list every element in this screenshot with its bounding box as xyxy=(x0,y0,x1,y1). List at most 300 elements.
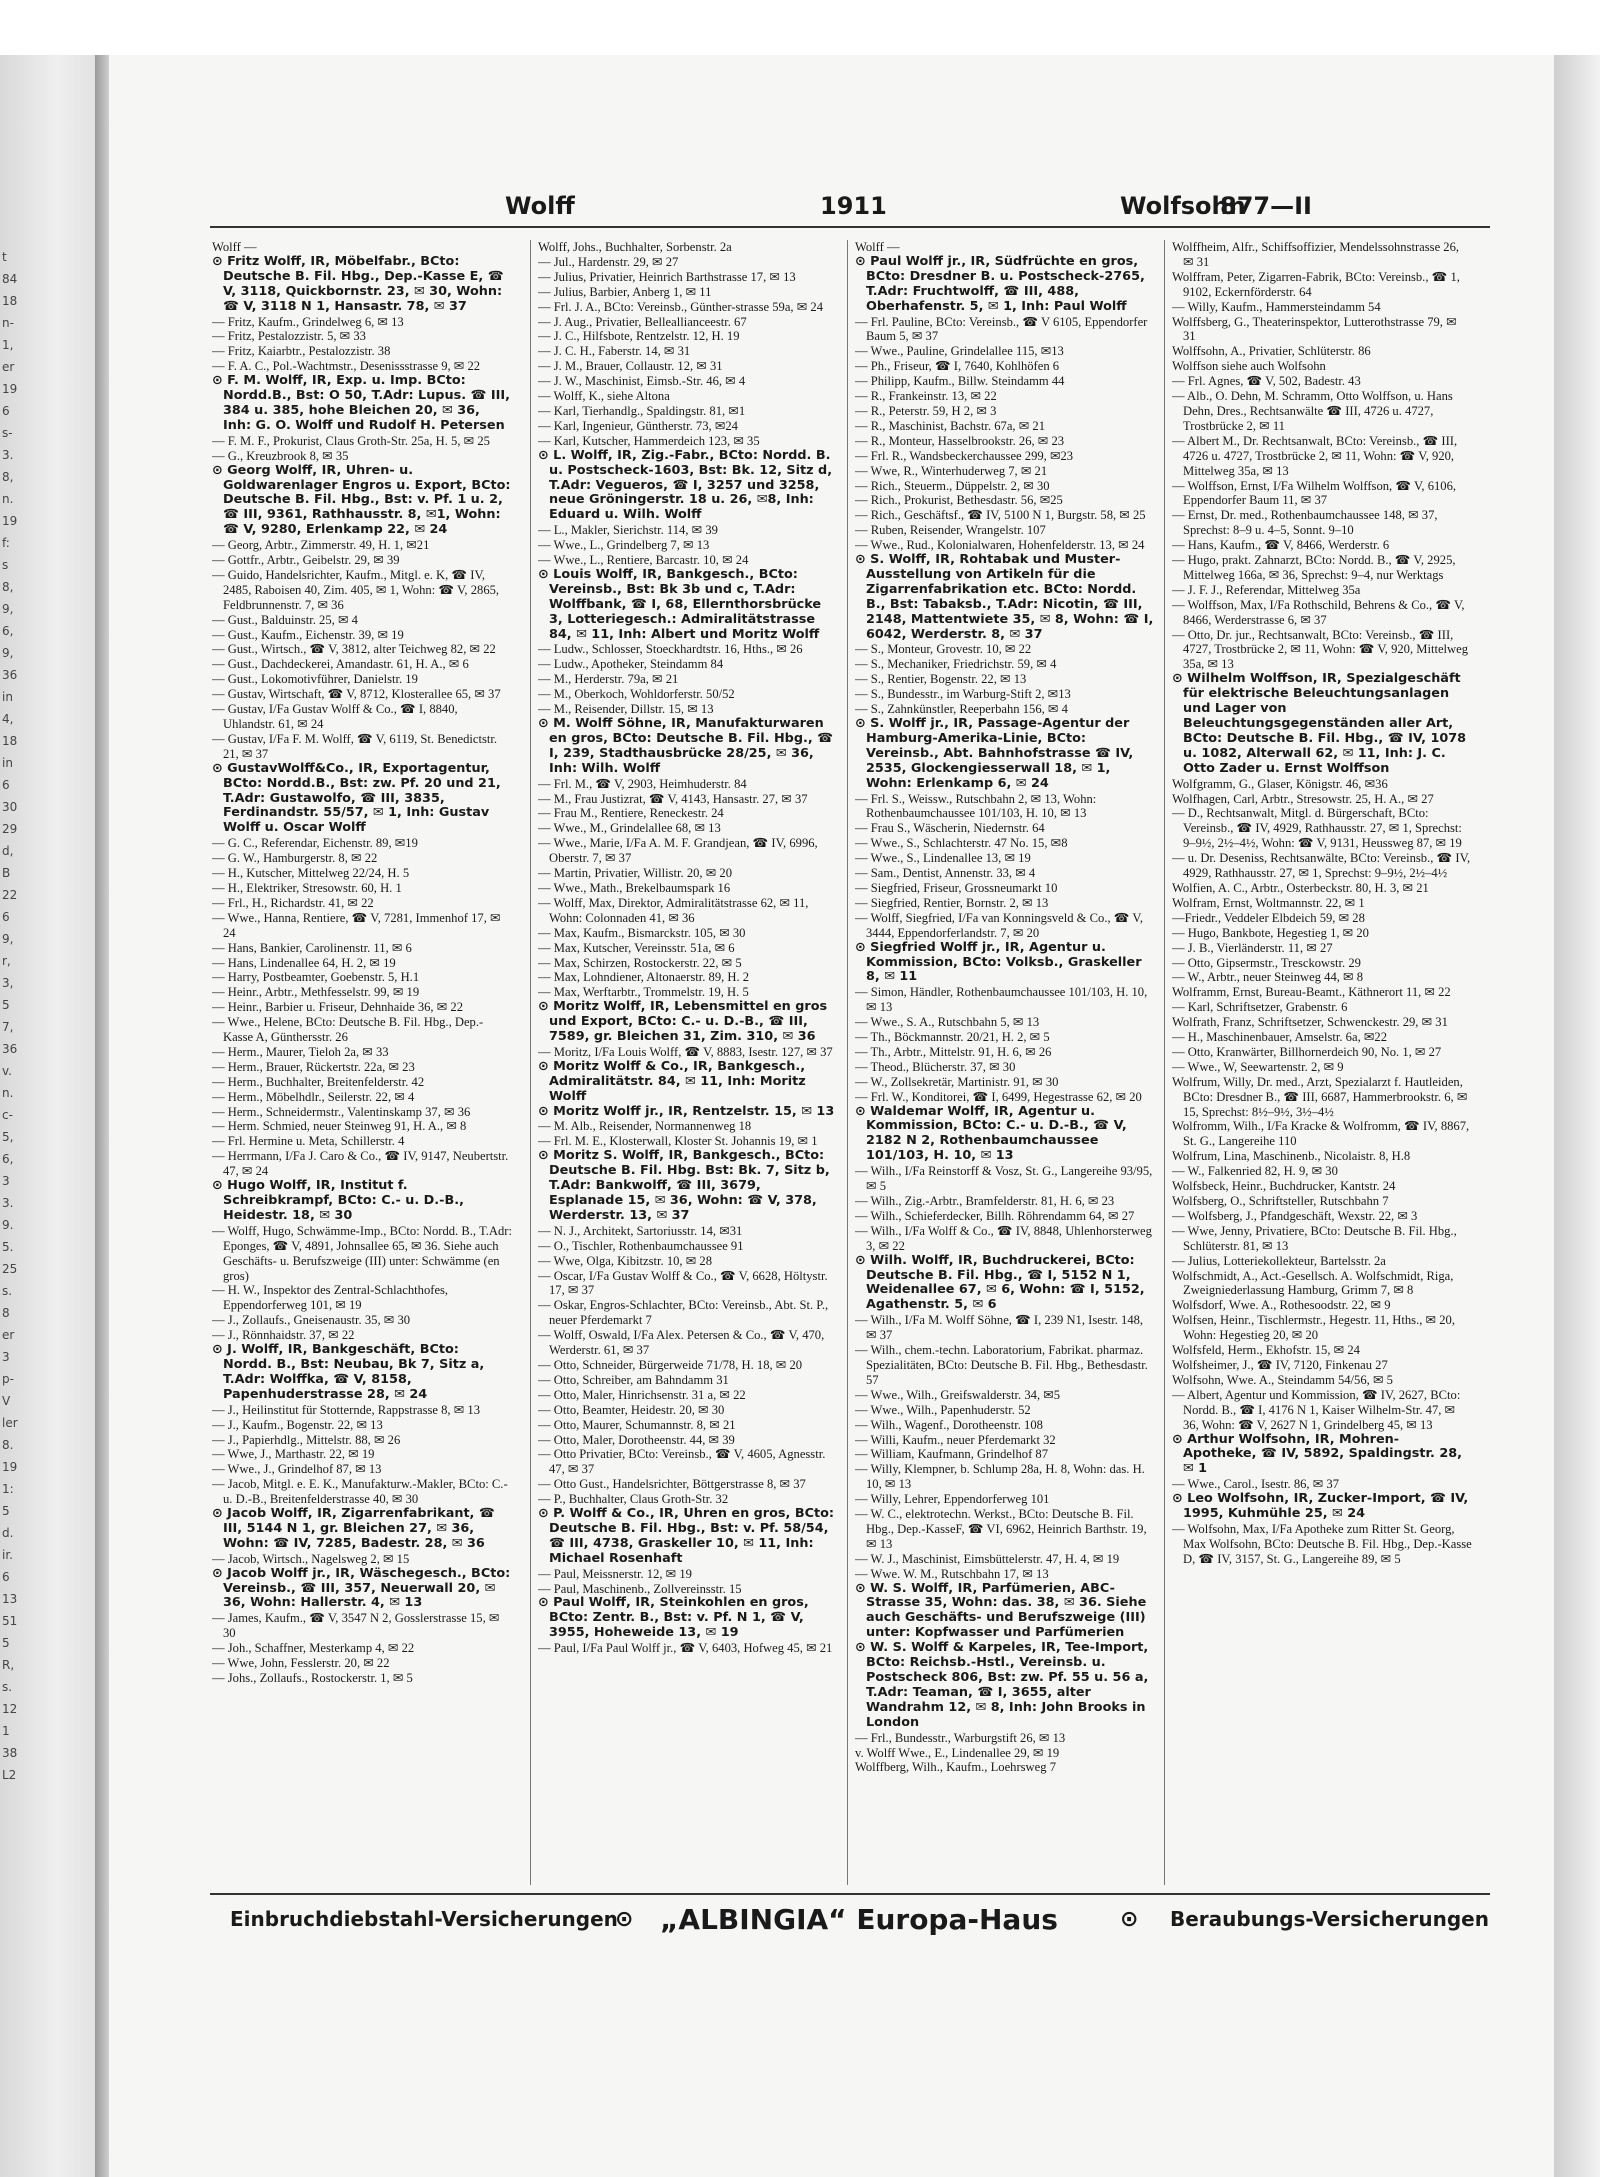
edge-fragment: 25 xyxy=(2,1262,18,1276)
edge-fragment: 22 xyxy=(2,888,18,902)
directory-entry: — Julius, Privatier, Heinrich Barthstrasse 17, ✉ 13 xyxy=(538,269,796,284)
edge-fragment: in xyxy=(2,690,13,704)
directory-entry: — Frl. M., ☎ V, 2903, Heimhuderstr. 84 xyxy=(538,776,747,791)
directory-entry: — Moritz, I/Fa Louis Wolff, ☎ V, 8883, Isestr. 127, ✉ 37 xyxy=(538,1044,833,1059)
directory-entry: — L., Makler, Sierichstr. 114, ✉ 39 xyxy=(538,523,718,538)
directory-entry: — Paul, Meissnerstr. 12, ✉ 19 xyxy=(538,1566,692,1581)
edge-fragment: 4, xyxy=(2,712,14,726)
column-4 xyxy=(1172,240,1472,1885)
directory-entry: — Wwe., Wilh., Greifswalderstr. 34, ✉5 xyxy=(855,1387,1061,1402)
edge-fragment: 5. xyxy=(2,1240,14,1254)
directory-entry: — Wolff, Hugo, Schwämme-Imp., BCto: Nordd. B., T.Adr: Eponges, ☎ V, 4891, Johnsallee 65, ✉ 36. Siehe auch Geschäfts- u. Berufszweige (III) unter: Schwämme (en gros) xyxy=(212,1223,512,1283)
directory-entry: — S., Mechaniker, Friedrichstr. 59, ✉ 4 xyxy=(855,657,1057,672)
directory-entry: ⊙ Wilhelm Wolffson, IR, Spezialgeschäft für elektrische Beleuchtungsanlagen und Lager von Beleuchtungsgegenständen aller Art, BCto: Deutsche B. Fil. Hbg., ☎ IV, 1078 u. 1082, Alterwall 62, ✉ 11, Inh: J. C. Otto Zader u. Ernst Wolffson xyxy=(1172,671,1467,776)
directory-entry: ⊙ W. S. Wolff & Karpeles, IR, Tee-Import, BCto: Reichsb.-Hstl., Vereinsb. u. Postscheck 806, Bst: zw. Pf. 55 u. 56 a, T.Adr: Teaman, ☎ I, 3655, alter Wandrahm 12, ✉ 8, Inh: John Brooks in London xyxy=(855,1640,1149,1730)
advertisement-footer xyxy=(210,1903,1490,1939)
directory-entry: — H. W., Inspektor des Zentral-Schlachthofes, Eppendorferweg 101, ✉ 19 xyxy=(212,1283,449,1313)
directory-entry: — Otto, Kranwärter, Billhornerdeich 90, No. 1, ✉ 27 xyxy=(1172,1044,1442,1059)
directory-entry: — Paul, Maschinenb., Zollvereinsstr. 15 xyxy=(538,1581,742,1596)
directory-entry: — Wilh., chem.-techn. Laboratorium, Fabrikat. pharmaz. Spezialitäten, BCto: Deutsche B. Fil. Hbg., Bethesdastr. 57 xyxy=(855,1343,1148,1387)
directory-entry: —Friedr., Veddeler Elbdeich 59, ✉ 28 xyxy=(1172,910,1365,925)
directory-entry: — Gustav, I/Fa Gustav Wolff & Co., ☎ I, 8840, Uhlandstr. 61, ✉ 24 xyxy=(212,702,458,731)
directory-entry: — Wolffson, Max, I/Fa Rothschild, Behrens & Co., ☎ V, 8466, Werderstrasse 6, ✉ 37 xyxy=(1172,597,1465,627)
directory-entry: Wolfgramm, G., Glaser, Königstr. 46, ✉36 xyxy=(1172,776,1388,791)
directory-entry: ⊙ S. Wolff, IR, Rohtabak und Muster-Ausstellung von Artikeln für die Zigarrenfabrikation etc. BCto: Nordd. B., Bst: Tabaksb., T.Adr: Nicotin, ☎ III, 2148, Mattentwiete 35, ✉ 8, Wohn: ☎ I, 6042, Werderstr. 8, ✉ 37 xyxy=(855,552,1154,642)
directory-entry: — H., Kutscher, Mittelweg 22/24, H. 5 xyxy=(212,866,410,881)
directory-entry: — M., Herderstr. 79a, ✉ 21 xyxy=(538,672,679,687)
edge-fragment: s. xyxy=(2,1680,13,1694)
directory-entry: — Wwe., L., Grindelberg 7, ✉ 13 xyxy=(538,538,710,553)
directory-entry: — Theod., Blücherstr. 37, ✉ 30 xyxy=(855,1059,1016,1074)
directory-entry: — Karl, Ingenieur, Güntherstr. 73, ✉24 xyxy=(538,418,738,433)
directory-entry: Wolfrath, Franz, Schriftsetzer, Schwenckestr. 29, ✉ 31 xyxy=(1172,1015,1448,1030)
directory-entry: — H., Maschinenbauer, Amselstr. 6a, ✉22 xyxy=(1172,1030,1388,1045)
directory-entry: — James, Kaufm., ☎ V, 3547 N 2, Gosslerstrasse 15, ✉ 30 xyxy=(212,1611,500,1641)
directory-entry: — H., Elektriker, Stresowstr. 60, H. 1 xyxy=(212,880,402,895)
edge-fragment: 6 xyxy=(2,1570,10,1584)
directory-entry: — Wwe., Carol., Isestr. 86, ✉ 37 xyxy=(1172,1477,1340,1492)
directory-entry: — Johs., Zollaufs., Rostockerstr. 1, ✉ 5 xyxy=(212,1671,413,1685)
edge-fragment: 3, xyxy=(2,976,14,990)
directory-entry: — Wilh., I/Fa M. Wolff Söhne, ☎ I, 239 N1, Isestr. 148, ✉ 37 xyxy=(855,1313,1144,1343)
footer-center-text: „ALBINGIA“ Europa-Haus xyxy=(660,1903,1058,1936)
directory-entry: Wolffberg, Wilh., Kaufm., Loehrsweg 7 xyxy=(855,1760,1056,1775)
directory-entry: — Ernst, Dr. med., Rothenbaumchaussee 148, ✉ 37, Sprechst: 8–9 u. 4–5, Sonnt. 9–10 xyxy=(1172,508,1438,538)
directory-entry: — Herm. Schmied, neuer Steinweg 91, H. A., ✉ 8 xyxy=(212,1119,467,1134)
directory-entry: — Th., Böckmannstr. 20/21, H. 2, ✉ 5 xyxy=(855,1030,1050,1045)
directory-entry: ⊙ Waldemar Wolff, IR, Agentur u. Kommission, BCto: C.- u. D.-B., ☎ V, 2182 N 2, Rothenbaumchaussee 101/103, H. 10, ✉ 13 xyxy=(855,1103,1127,1164)
directory-entry: — Frl. S., Weissw., Rutschbahn 2, ✉ 13, Wohn: Rothenbaumchaussee 101/103, H. 10, ✉ 13 xyxy=(855,791,1097,821)
directory-entry: — M., Oberkoch, Wohldorferstr. 50/52 xyxy=(538,687,735,702)
directory-entry: — J., Rönnhaidstr. 37, ✉ 22 xyxy=(212,1328,355,1343)
directory-entry: — Harry, Postbeamter, Goebenstr. 5, H.1 xyxy=(212,970,420,985)
directory-entry: — Wolff, Max, Direktor, Admiralitätstrasse 62, ✉ 11, Wohn: Colonnaden 41, ✉ 36 xyxy=(538,895,809,925)
directory-entry: — Otto Privatier, BCto: Vereinsb., ☎ V, 4605, Agnesstr. 47, ✉ 37 xyxy=(538,1447,826,1477)
directory-entry: Wolffram, Peter, Zigarren-Fabrik, BCto: Vereinsb., ☎ 1, 9102, Eckernförderstr. 64 xyxy=(1172,269,1460,299)
edge-fragment: c- xyxy=(2,1108,13,1122)
directory-entry: — Frl. M. E., Klosterwall, Kloster St. Johannis 19, ✉ 1 xyxy=(538,1134,818,1149)
directory-entry: — Jul., Hardenstr. 29, ✉ 27 xyxy=(538,254,679,269)
page-edge-shadow xyxy=(1554,55,1600,2177)
directory-entry: ⊙ Moritz Wolff, IR, Lebensmittel en gros und Export, BCto: C.- u. D.-B., ☎ III, 7589, gr. Bleichen 31, Zim. 310, ✉ 36 xyxy=(538,999,828,1045)
directory-entry: Wolffson siehe auch Wolfsohn xyxy=(1172,359,1326,374)
directory-entry: — Otto, Schneider, Bürgerweide 71/78, H. 18, ✉ 20 xyxy=(538,1357,803,1372)
directory-entry: Wolfsheimer, J., ☎ IV, 7120, Finkenau 27 xyxy=(1172,1357,1388,1372)
directory-entry: — Gust., Lokomotivführer, Danielstr. 19 xyxy=(212,672,418,687)
edge-fragment: 6, xyxy=(2,1152,14,1166)
edge-fragment: 13 xyxy=(2,1592,18,1606)
directory-entry: ⊙ Moritz Wolff & Co., IR, Bankgesch., Admiralitätstr. 84, ✉ 11, Inh: Moritz Wolff xyxy=(538,1058,806,1104)
edge-fragment: 1, xyxy=(2,338,14,352)
directory-entry: — S., Rentier, Bogenstr. 22, ✉ 13 xyxy=(855,672,1027,687)
header-left-word: Wolff xyxy=(505,192,575,220)
directory-entry: — W. C., elektrotechn. Werkst., BCto: Deutsche B. Fil. Hbg., Dep.-KasseF, ☎ VI, 6962, Heinrich Barthstr. 19, ✉ 13 xyxy=(855,1507,1147,1551)
edge-fragment: L2 xyxy=(2,1768,17,1782)
directory-entry: — Wolfsohn, Max, I/Fa Apotheke zum Ritter St. Georg, Max Wolfsohn, BCto: Deutsche B. Fil. Hbg., Dep.-Kasse D, ☎ IV, 3157, St. G., Langereihe 89, ✉ 5 xyxy=(1172,1521,1472,1566)
edge-fragment: 8. xyxy=(2,1438,14,1452)
directory-entry: — M., Frau Justizrat, ☎ V, 4143, Hansastr. 27, ✉ 37 xyxy=(538,791,808,806)
directory-entry: Wolfram, Ernst, Woltmannstr. 22, ✉ 1 xyxy=(1172,895,1365,910)
directory-entry: — Willy, Lehrer, Eppendorferweg 101 xyxy=(855,1492,1050,1507)
edge-fragment: 6, xyxy=(2,624,14,638)
directory-entry: — Wwe., Wilh., Papenhuderstr. 52 xyxy=(855,1402,1031,1417)
directory-entry: — Hans, Lindenallee 64, H. 2, ✉ 19 xyxy=(212,955,396,970)
directory-entry: ⊙ L. Wolff, IR, Zig.-Fabr., BCto: Nordd. B. u. Postscheck-1603, Bst: Bk. 12, Sitz d, T.Adr: Vegueros, ☎ I, 3257 und 3258, neue Gröningerstr. 18 u. 26, ✉8, Inh: Eduard u. Wilh. Wolff xyxy=(538,447,833,523)
directory-entry: ⊙ J. Wolff, IR, Bankgeschäft, BCto: Nordd. B., Bst: Neubau, Bk 7, Sitz a, T.Adr: Wolffka, ☎ V, 8158, Papenhuderstrasse 28, ✉ 24 xyxy=(212,1342,485,1402)
directory-entry: Wolfsfeld, Herm., Ekhofstr. 15, ✉ 24 xyxy=(1172,1343,1360,1358)
directory-entry: ⊙ Georg Wolff, IR, Uhren- u. Goldwarenlager Engros u. Export, BCto: Deutsche B. Fil. Hbg., Bst: v. Pf. 1 u. 2, ☎ III, 9361, Rathhausstr. 8, ✉1, Wohn: ☎ V, 9280, Erlenkamp 22, ✉ 24 xyxy=(212,462,511,538)
edge-fragment: 18 xyxy=(2,734,18,748)
page-number: 877—II xyxy=(1220,192,1312,220)
column-divider xyxy=(1164,240,1165,1885)
edge-fragment: s- xyxy=(2,426,13,440)
edge-fragment: 30 xyxy=(2,800,18,814)
directory-entry: — J., Heilinstitut für Stotternde, Rappstrasse 8, ✉ 13 xyxy=(212,1402,480,1417)
directory-entry: — P., Buchhalter, Claus Groth-Str. 32 xyxy=(538,1492,729,1507)
edge-fragment: er xyxy=(2,360,15,374)
edge-fragment: 5, xyxy=(2,1130,14,1144)
edge-fragment: s. xyxy=(2,1284,13,1298)
directory-entry: — Heinr., Arbtr., Methfesselstr. 99, ✉ 19 xyxy=(212,985,420,1000)
directory-entry: — Simon, Händler, Rothenbaumchaussee 101/103, H. 10, ✉ 13 xyxy=(855,985,1148,1015)
directory-entry: — G., Kreuzbrook 8, ✉ 35 xyxy=(212,448,349,463)
edge-fragment: n. xyxy=(2,1086,14,1100)
directory-entry: — Otto, Schreiber, am Bahndamm 31 xyxy=(538,1372,729,1387)
edge-fragment: ler xyxy=(2,1416,18,1430)
directory-entry: Wolfsen, Heinr., Tischlermstr., Hegestr. 11, Hths., ✉ 20, Wohn: Hegestieg 20, ✉ 20 xyxy=(1172,1313,1455,1343)
edge-fragment: 19 xyxy=(2,382,18,396)
directory-entry: Wolframm, Ernst, Bureau-Beamt., Käthnerort 11, ✉ 22 xyxy=(1172,985,1451,1000)
directory-entry: — Oskar, Engros-Schlachter, BCto: Vereinsb., Abt. St. P., neuer Pferdemarkt 7 xyxy=(538,1298,829,1328)
directory-entry: Wolfromm, Wilh., I/Fa Kracke & Wolfromm, ☎ IV, 8867, St. G., Langereihe 110 xyxy=(1172,1119,1470,1149)
directory-entry: Wolff, Johs., Buchhalter, Sorbenstr. 2a xyxy=(538,240,732,254)
directory-entry: — Wwe., W, Seewartenstr. 2, ✉ 9 xyxy=(1172,1059,1344,1074)
directory-entry: — D., Rechtsanwalt, Mitgl. d. Bürgerschaft, BCto: Vereinsb., ☎ IV, 4929, Rathhausstr. 27, ✉ 1, Sprechst: 9–9½, 2½–4½, Wohn: ☎ V, 9131, Heussweg 87, ✉ 19 xyxy=(1172,806,1462,851)
edge-fragment: 51 xyxy=(2,1614,18,1628)
directory-entry: — Joh., Schaffner, Mesterkamp 4, ✉ 22 xyxy=(212,1641,415,1656)
directory-entry: — Wwe., S., Schlachterstr. 47 No. 15, ✉8 xyxy=(855,836,1068,851)
directory-entry: ⊙ Wilh. Wolff, IR, Buchdruckerei, BCto: Deutsche B. Fil. Hbg., ☎ I, 5152 N 1, Weidenallee 67, ✉ 6, Wohn: ☎ I, 5152, Agathenstr. 5, ✉ 6 xyxy=(855,1252,1145,1313)
directory-entry: — Wwe. W. M., Rutschbahn 17, ✉ 13 xyxy=(855,1566,1049,1581)
directory-entry: — Rich., Steuerm., Düppelstr. 2, ✉ 30 xyxy=(855,478,1050,493)
directory-entry: — Hugo, Bankbote, Hegestieg 1, ✉ 20 xyxy=(1172,925,1369,940)
edge-fragment: 8, xyxy=(2,470,14,484)
directory-entry: — Wolff, Siegfried, I/Fa van Konningsveld & Co., ☎ V, 3444, Eppendorferlandstr. 7, ✉ 20 xyxy=(855,910,1143,940)
directory-entry: — Wilh., Zig.-Arbtr., Bramfelderstr. 81, H. 6, ✉ 23 xyxy=(855,1194,1115,1208)
directory-entry: — F. A. C., Pol.-Wachtmstr., Desenissstrasse 9, ✉ 22 xyxy=(212,359,481,374)
directory-entry: — Paul, I/Fa Paul Wolff jr., ☎ V, 6403, Hofweg 45, ✉ 21 xyxy=(538,1641,833,1656)
edge-fragment: d, xyxy=(2,844,14,858)
directory-entry: — R., Peterstr. 59, H 2, ✉ 3 xyxy=(855,403,997,418)
directory-entry: — Gustav, Wirtschaft, ☎ V, 8712, Klosterallee 65, ✉ 37 xyxy=(212,687,501,702)
directory-entry: — R., Monteur, Hasselbrookstr. 26, ✉ 23 xyxy=(855,433,1065,448)
directory-entry: ⊙ Jacob Wolff, IR, Zigarrenfabrikant, ☎ III, 5144 N 1, gr. Bleichen 27, ✉ 36, Wohn: ☎ IV, 7285, Badestr. 28, ✉ 36 xyxy=(212,1506,495,1551)
directory-entry: — Willy, Kaufm., Hammersteindamm 54 xyxy=(1172,299,1381,314)
directory-entry: — S., Monteur, Grovestr. 10, ✉ 22 xyxy=(855,642,1032,657)
edge-fragment: 5 xyxy=(2,1636,10,1650)
directory-entry: — G. W., Hamburgerstr. 8, ✉ 22 xyxy=(212,851,378,866)
directory-entry: — Wwe., Hanna, Rentiere, ☎ V, 7281, Immenhof 17, ✉ 24 xyxy=(212,910,501,940)
directory-entry: — Alb., O. Dehn, M. Schramm, Otto Wolffson, u. Hans Dehn, Dres., Rechtsanwälte ☎ III, 4726 u. 4727, Trostbrücke 2, ✉ 11 xyxy=(1172,389,1453,433)
directory-entry: — Wolff, Oswald, I/Fa Alex. Petersen & Co., ☎ V, 470, Werderstr. 61, ✉ 37 xyxy=(538,1328,825,1358)
directory-entry: Wolfhagen, Carl, Arbtr., Stresowstr. 25, H. A., ✉ 27 xyxy=(1172,791,1434,806)
column-3 xyxy=(855,240,1155,1885)
directory-entry: ⊙ Paul Wolff, IR, Steinkohlen en gros, BCto: Zentr. B., Bst: v. Pf. N 1, ☎ V, 3955, Hoheweide 13, ✉ 19 xyxy=(538,1595,809,1641)
edge-fragment: 3 xyxy=(2,1350,10,1364)
edge-fragment: 19 xyxy=(2,1460,18,1474)
directory-entry: Wolfschmidt, A., Act.-Gesellsch. A. Wolfschmidt, Riga, Zweigniederlassung Hamburg, Grimm 7, ✉ 8 xyxy=(1172,1268,1454,1298)
directory-entry: — Ruben, Reisender, Wrangelstr. 107 xyxy=(855,523,1046,538)
directory-entry: — Wilh., Wagenf., Dorotheenstr. 108 xyxy=(855,1417,1043,1432)
directory-entry: Wolfsberg, O., Schriftsteller, Rutschbahn 7 xyxy=(1172,1194,1389,1208)
directory-entry: — u. Dr. Deseniss, Rechtsanwälte, BCto: Vereinsb., ☎ IV, 4929, Rathhausstr. 27, ✉ 1, Sprechst: 9–9½, 2½–4½ xyxy=(1172,851,1471,881)
directory-entry: — Rich., Geschäftsf., ☎ IV, 5100 N 1, Burgstr. 58, ✉ 25 xyxy=(855,508,1146,523)
edge-fragment: 7, xyxy=(2,1020,14,1034)
edge-fragment: r, xyxy=(2,954,11,968)
directory-entry: — Frl. W., Konditorei, ☎ I, 6499, Hegestrasse 62, ✉ 20 xyxy=(855,1089,1142,1104)
directory-entry: — Jacob, Wirtsch., Nagelsweg 2, ✉ 15 xyxy=(212,1551,410,1566)
directory-entry: — Frl. Hermine u. Meta, Schillerstr. 4 xyxy=(212,1134,405,1149)
directory-entry: — Wwe, R., Winterhuderweg 7, ✉ 21 xyxy=(855,463,1048,478)
directory-entry: Wolfrum, Willy, Dr. med., Arzt, Spezialarzt f. Hautleiden, BCto: Dresdner B., ☎ III, 6687, Hammerbrookstr. 6, ✉ 15, Sprechst: 8½–9½, 3½–4½ xyxy=(1172,1074,1468,1119)
column-2 xyxy=(538,240,838,1885)
directory-entry: — Julius, Lotteriekollekteur, Bartelsstr. 2a xyxy=(1172,1253,1386,1268)
edge-fragment: 36 xyxy=(2,1042,18,1056)
directory-entry: — Wolff, K., siehe Altona xyxy=(538,389,670,404)
edge-fragment: 9, xyxy=(2,602,14,616)
directory-entry: — Max, Schirzen, Rostockerstr. 22, ✉ 5 xyxy=(538,955,742,970)
edge-fragment: d. xyxy=(2,1526,14,1540)
directory-entry: — Otto Gust., Handelsrichter, Böttgerstrasse 8, ✉ 37 xyxy=(538,1477,806,1492)
directory-entry: Wolfsohn, Wwe. A., Steindamm 54/56, ✉ 5 xyxy=(1172,1372,1393,1387)
edge-fragment: V xyxy=(2,1394,11,1408)
directory-entry: — Gust., Balduinstr. 25, ✉ 4 xyxy=(212,612,358,627)
directory-entry: — Otto, Maurer, Schumannstr. 8, ✉ 21 xyxy=(538,1417,736,1432)
edge-fragment: B xyxy=(2,866,11,880)
footer-separator-icon: ⊙ xyxy=(1120,1907,1139,1932)
directory-entry: — O., Tischler, Rothenbaumchaussee 91 xyxy=(538,1238,744,1253)
directory-entry: — Frl., H., Richardstr. 41, ✉ 22 xyxy=(212,895,374,910)
directory-entry: — J., Zollaufs., Gneisenaustr. 35, ✉ 30 xyxy=(212,1313,411,1328)
edge-fragment: 3. xyxy=(2,448,14,462)
directory-entry: ⊙ Hugo Wolff, IR, Institut f. Schreibkrampf, BCto: C.- u. D.-B., Heidestr. 18, ✉ 30 xyxy=(212,1178,464,1223)
edge-fragment: 5 xyxy=(2,1504,10,1518)
directory-entry: — J. B., Vierländerstr. 11, ✉ 27 xyxy=(1172,940,1333,955)
edge-fragment: 3 xyxy=(2,1174,10,1188)
directory-entry: — Sam., Dentist, Annenstr. 33, ✉ 4 xyxy=(855,866,1036,881)
directory-entry: — Wolfsberg, J., Pfandgeschäft, Wexstr. 22, ✉ 3 xyxy=(1172,1208,1418,1223)
directory-entry: — Karl, Schriftsetzer, Grabenstr. 6 xyxy=(1172,1000,1348,1015)
directory-entry: — Wwe, John, Fesslerstr. 20, ✉ 22 xyxy=(212,1656,390,1671)
directory-entry: — Martin, Privatier, Willistr. 20, ✉ 20 xyxy=(538,866,733,881)
edge-fragment: s xyxy=(2,558,9,572)
directory-entry: — Wwe., S. A., Rutschbahn 5, ✉ 13 xyxy=(855,1015,1040,1030)
directory-entry: — Heinr., Barbier u. Friseur, Dehnhaide 36, ✉ 22 xyxy=(212,1000,464,1015)
directory-entry: — W., Arbtr., neuer Steinweg 44, ✉ 8 xyxy=(1172,970,1364,985)
directory-entry: — Hans, Kaufm., ☎ V, 8466, Werderstr. 6 xyxy=(1172,538,1390,553)
directory-entry: — Wilh., I/Fa Wolff & Co., ☎ IV, 8848, Uhlenhorsterweg 3, ✉ 22 xyxy=(855,1223,1152,1253)
directory-entry: — J. F. J., Referendar, Mittelweg 35a xyxy=(1172,582,1361,597)
directory-entry: Wolff — xyxy=(212,240,257,254)
directory-entry: — Guido, Handelsrichter, Kaufm., Mitgl. e. K, ☎ IV, 2485, Raboisen 40, Zim. 405, ✉ 1, Wohn: ☎ V, 2865, Feldbrunnenstr. 7, ✉ 36 xyxy=(212,567,500,612)
directory-entry: Wolfrum, Lina, Maschinenb., Nicolaistr. 8, H.8 xyxy=(1172,1149,1411,1164)
directory-entry: — Albert M., Dr. Rechtsanwalt, BCto: Vereinsb., ☎ III, 4726 u. 4727, Trostbrücke 2, ✉ 11, Wohn: ☎ V, 920, Mittelweg 35a, ✉ 13 xyxy=(1172,433,1458,478)
directory-entry: ⊙ F. M. Wolff, IR, Exp. u. Imp. BCto: Nordd.B., Bst: O 50, T.Adr: Lupus. ☎ III, 384 u. 385, hohe Bleichen 20, ✉ 36, Inh: G. O. Wolff und Rudolf H. Petersen xyxy=(212,373,511,433)
directory-entry: — Frl. Pauline, BCto: Vereinsb., ☎ V 6105, Eppendorfer Baum 5, ✉ 37 xyxy=(855,314,1148,344)
directory-entry: — R., Frankeinstr. 13, ✉ 22 xyxy=(855,389,997,404)
directory-entry: — Otto, Maler, Hinrichsenstr. 31 a, ✉ 22 xyxy=(538,1387,746,1402)
directory-entry: — J. W., Maschinist, Eimsb.-Str. 46, ✉ 4 xyxy=(538,374,746,389)
directory-entry: — Herm., Schneidermstr., Valentinskamp 37, ✉ 36 xyxy=(212,1104,471,1119)
directory-entry: — S., Bundesstr., im Warburg-Stift 2, ✉13 xyxy=(855,687,1071,702)
directory-entry: — Oscar, I/Fa Gustav Wolff & Co., ☎ V, 6628, Höltystr. 17, ✉ 37 xyxy=(538,1268,828,1298)
directory-entry: ⊙ S. Wolff jr., IR, Passage-Agentur der Hamburg-Amerika-Linie, BCto: Vereinsb., Abt. Bahnhofstrasse ☎ IV, 2535, Glockengiesserwall 18, ✉ 1, Wohn: Erlenkamp 6, ✉ 24 xyxy=(855,716,1134,791)
edge-fragment: 1 xyxy=(2,1724,10,1738)
directory-entry: — J., Papierhdlg., Mittelstr. 88, ✉ 26 xyxy=(212,1432,401,1447)
edge-fragment: 1: xyxy=(2,1482,14,1496)
directory-entry: — Gust., Wirtsch., ☎ V, 3812, alter Teichweg 82, ✉ 22 xyxy=(212,642,496,657)
directory-entry: — Gust., Kaufm., Eichenstr. 39, ✉ 19 xyxy=(212,627,404,642)
directory-entry: ⊙ Leo Wolfsohn, IR, Zucker-Import, ☎ IV, 1995, Kuhmühle 25, ✉ 24 xyxy=(1172,1491,1469,1522)
edge-fragment: 5 xyxy=(2,998,10,1012)
directory-entry: ⊙ Paul Wolff jr., IR, Südfrüchte en gros, BCto: Dresdner B. u. Postscheck-2765, T.Adr: Fruchtwolff, ☎ III, 488, Oberhafenstr. 5, ✉ 1, Inh: Paul Wolff xyxy=(855,253,1145,314)
directory-entry: — Wwe., J., Grindelhof 87, ✉ 13 xyxy=(212,1462,382,1477)
edge-fragment: f: xyxy=(2,536,10,550)
edge-fragment: t xyxy=(2,250,7,264)
directory-entry: — Herm., Brauer, Rückertstr. 22a, ✉ 23 xyxy=(212,1059,415,1074)
edge-fragment: 19 xyxy=(2,514,18,528)
header-rule xyxy=(210,226,1490,228)
directory-entry: — William, Kaufmann, Grindelhof 87 xyxy=(855,1447,1049,1462)
edge-fragment: 6 xyxy=(2,910,10,924)
edge-fragment: 6 xyxy=(2,404,10,418)
book-spine xyxy=(95,55,109,2177)
edge-fragment: 8, xyxy=(2,580,14,594)
edge-fragment: 8 xyxy=(2,1306,10,1320)
edge-fragment: 18 xyxy=(2,294,18,308)
edge-fragment: 9. xyxy=(2,1218,14,1232)
directory-entry: — Wolffson, Ernst, I/Fa Wilhelm Wolffson, ☎ V, 6106, Eppendorfer Baum 11, ✉ 37 xyxy=(1172,478,1457,508)
directory-entry: — Fritz, Kaiarbtr., Pestalozzistr. 38 xyxy=(212,344,391,359)
edge-fragment: v. xyxy=(2,1064,12,1078)
edge-fragment: 12 xyxy=(2,1702,18,1716)
directory-entry: ⊙ P. Wolff & Co., IR, Uhren en gros, BCto: Deutsche B. Fil. Hbg., Bst: v. Pf. 58/54, ☎ III, 4738, Graskeller 10, ✉ 11, Inh: Michael Rosenhaft xyxy=(538,1506,834,1566)
directory-entry: — Wwe., Math., Brekelbaumspark 16 xyxy=(538,880,731,895)
column-1 xyxy=(212,240,512,1885)
directory-entry: ⊙ GustavWolff&Co., IR, Exportagentur, BCto: Nordd.B., Bst: zw. Pf. 20 und 21, T.Adr: Gustawolfo, ☎ III, 3835, Ferdinandstr. 55/57, ✉ 1, Inh: Gustav Wolff u. Oscar Wolff xyxy=(212,760,501,836)
footer-separator-icon: ⊙ xyxy=(615,1907,634,1932)
directory-entry: — J., Kaufm., Bogenstr. 22, ✉ 13 xyxy=(212,1417,383,1432)
directory-entry: — Fritz, Kaufm., Grindelweg 6, ✉ 13 xyxy=(212,314,404,329)
directory-entry: — Wwe., Pauline, Grindelallee 115, ✉13 xyxy=(855,344,1064,359)
directory-entry: — Albert, Agentur und Kommission, ☎ IV, 2627, BCto: Nordd. B., ☎ I, 4176 N 1, Kaiser Wilhelm-Str. 47, ✉ 36, Wohn: ☎ V, 2627 N 1, Grindelberg 45, ✉ 13 xyxy=(1172,1387,1461,1432)
directory-entry: — Herm., Möbelhdlr., Seilerstr. 22, ✉ 4 xyxy=(212,1089,415,1104)
directory-entry: — Th., Arbtr., Mittelstr. 91, H. 6, ✉ 26 xyxy=(855,1044,1052,1059)
directory-entry: Wolfsdorf, Wwe. A., Rothesoodstr. 22, ✉ 9 xyxy=(1172,1298,1391,1313)
directory-entry: Wolff — xyxy=(855,240,900,254)
directory-entry: — Max, Lohndiener, Altonaerstr. 89, H. 2 xyxy=(538,970,750,985)
directory-entry: — Rich., Prokurist, Bethesdastr. 56, ✉25 xyxy=(855,493,1063,508)
directory-entry: — Karl, Kutscher, Hammerdeich 123, ✉ 35 xyxy=(538,433,760,448)
directory-entry: — W., Zollsekretär, Martinistr. 91, ✉ 30 xyxy=(855,1074,1059,1089)
column-divider xyxy=(847,240,848,1885)
edge-fragment: 36 xyxy=(2,668,18,682)
directory-entry: — Philipp, Kaufm., Billw. Steindamm 44 xyxy=(855,374,1065,389)
edge-fragment: in xyxy=(2,756,13,770)
directory-entry: ⊙ Moritz S. Wolff, IR, Bankgesch., BCto: Deutsche B. Fil. Hbg. Bst: Bk. 7, Sitz b, T.Adr: Bankwolff, ☎ III, 3679, Esplanade 15, ✉ 36, Wohn: ☎ V, 378, Werderstr. 13, ✉ 37 xyxy=(538,1148,830,1223)
column-divider xyxy=(530,240,531,1885)
directory-entry: — Ludw., Schlosser, Stoeckhardtstr. 16, Hths., ✉ 26 xyxy=(538,642,803,657)
directory-entry: — Siegfried, Friseur, Grossneumarkt 10 xyxy=(855,880,1058,895)
directory-entry: — Wwe, Jenny, Privatiere, BCto: Deutsche B. Fil. Hbg., Schlüterstr. 81, ✉ 13 xyxy=(1172,1223,1457,1253)
edge-fragment: er xyxy=(2,1328,15,1342)
directory-entry: — F. M. F., Prokurist, Claus Groth-Str. 25a, H. 5, ✉ 25 xyxy=(212,433,490,448)
directory-entry: — Siegfried, Rentier, Bornstr. 2, ✉ 13 xyxy=(855,895,1049,910)
directory-entry: — Frau M., Rentiere, Reneckestr. 24 xyxy=(538,806,724,821)
directory-entry: — Wwe., Rud., Kolonialwaren, Hohenfelderstr. 13, ✉ 24 xyxy=(855,538,1145,553)
directory-entry: ⊙ W. S. Wolff, IR, Parfümerien, ABC-Strasse 35, Wohn: das. 38, ✉ 36. Siehe auch Geschäfts- und Berufszweige (III) unter: Kopfwasser und Parfümerien xyxy=(855,1580,1147,1641)
directory-entry: ⊙ Siegfried Wolff jr., IR, Agentur u. Kommission, BCto: Volksb., Graskeller 8, ✉ 11 xyxy=(855,939,1142,985)
directory-entry: — Ludw., Apotheker, Steindamm 84 xyxy=(538,657,724,672)
directory-entry: — Max, Kaufm., Bismarckstr. 105, ✉ 30 xyxy=(538,925,746,940)
edge-fragment: n- xyxy=(2,316,14,330)
directory-entry: ⊙ Fritz Wolff, IR, Möbelfabr., BCto: Deutsche B. Fil. Hbg., Dep.-Kasse E, ☎ V, 3118, Quickbornstr. 23, ✉ 30, Wohn: ☎ V, 3118 N 1, Hansastr. 78, ✉ 37 xyxy=(212,253,504,314)
directory-entry: — W., Falkenried 82, H. 9, ✉ 30 xyxy=(1172,1164,1338,1179)
edge-fragment: R, xyxy=(2,1658,15,1672)
directory-entry: — Wwe., L., Rentiere, Barcastr. 10, ✉ 24 xyxy=(538,553,749,568)
directory-entry: — Ph., Friseur, ☎ I, 7640, Kohlhöfen 6 xyxy=(855,359,1060,374)
edge-fragment: 9, xyxy=(2,646,14,660)
directory-entry: v. Wolff Wwe., E., Lindenallee 29, ✉ 19 xyxy=(855,1745,1060,1760)
directory-entry: — Wwe, J., Marthastr. 22, ✉ 19 xyxy=(212,1447,375,1462)
directory-entry: Wolfien, A. C., Arbtr., Osterbeckstr. 80, H. 3, ✉ 21 xyxy=(1172,880,1429,895)
directory-entry: — W. J., Maschinist, Eimsbüttelerstr. 47, H. 4, ✉ 19 xyxy=(855,1551,1120,1566)
directory-entry: — Willi, Kaufm., neuer Pferdemarkt 32 xyxy=(855,1432,1056,1447)
edge-fragment: 38 xyxy=(2,1746,18,1760)
directory-entry: — Julius, Barbier, Anberg 1, ✉ 11 xyxy=(538,284,712,299)
directory-entry: — Wwe., S., Lindenallee 13, ✉ 19 xyxy=(855,851,1031,866)
directory-entry: ⊙ Louis Wolff, IR, Bankgesch., BCto: Vereinsb., Bst: Bk 3b und c, T.Adr: Wolffbank, ☎ I, 68, Ellernthorsbrücke 3, Lotteriegesch.: Admiralitätstrasse 84, ✉ 11, Inh: Albert und Moritz Wolff xyxy=(538,566,822,642)
directory-entry: — Otto, Beamter, Heidestr. 20, ✉ 30 xyxy=(538,1402,725,1417)
edge-fragment: 9, xyxy=(2,932,14,946)
edge-fragment: 6 xyxy=(2,778,10,792)
directory-entry: — Gottfr., Arbtr., Geibelstr. 29, ✉ 39 xyxy=(212,553,400,568)
directory-entry: — Otto, Maler, Dorotheenstr. 44, ✉ 39 xyxy=(538,1432,735,1447)
directory-entry: — Jacob, Mitgl. e. E. K., Manufakturw.-Makler, BCto: C.- u. D.-B., Breitenfelderstrasse 40, ✉ 30 xyxy=(212,1477,508,1507)
directory-entry: — Wilh., I/Fa Reinstorff & Vosz, St. G., Langereihe 93/95, ✉ 5 xyxy=(855,1164,1153,1194)
directory-entry: Wolffsohn, A., Privatier, Schlüterstr. 86 xyxy=(1172,344,1371,359)
edge-fragment: ir. xyxy=(2,1548,13,1562)
footer-left-text: Einbruchdiebstahl-Versicherungen xyxy=(230,1907,618,1931)
directory-entry: — Gust., Dachdeckerei, Amandastr. 61, H. A., ✉ 6 xyxy=(212,657,469,672)
header-year: 1911 xyxy=(820,192,887,220)
directory-entry: — Herm., Maurer, Tieloh 2a, ✉ 33 xyxy=(212,1044,389,1059)
directory-entry: — Frl. Agnes, ☎ V, 502, Badestr. 43 xyxy=(1172,374,1361,389)
directory-entry: — Herm., Buchhalter, Breitenfelderstr. 42 xyxy=(212,1074,425,1089)
edge-fragment: n. xyxy=(2,492,14,506)
directory-entry: — Otto, Dr. jur., Rechtsanwalt, BCto: Vereinsb., ☎ III, 4727, Trostbrücke 2, ✉ 11, Wohn: ☎ V, 920, Mittelweg 35a, ✉ 13 xyxy=(1172,627,1469,672)
directory-entry: — J. M., Brauer, Collaustr. 12, ✉ 31 xyxy=(538,359,723,374)
directory-entry: — Willy, Klempner, b. Schlump 28a, H. 8, Wohn: das. H. 10, ✉ 13 xyxy=(855,1462,1145,1492)
directory-entry: ⊙ M. Wolff Söhne, IR, Manufakturwaren en gros, BCto: Deutsche B. Fil. Hbg., ☎ I, 239, Stadthausbrücke 28/25, ✉ 36, Inh: Wilh. Wolff xyxy=(538,716,834,776)
directory-entry: ⊙ Jacob Wolff jr., IR, Wäschegesch., BCto: Vereinsb., ☎ III, 357, Neuerwall 20, ✉ 36, Wohn: Hallerstr. 4, ✉ 13 xyxy=(212,1565,511,1611)
directory-entry: — S., Zahnkünstler, Reeperbahn 156, ✉ 4 xyxy=(855,702,1068,717)
directory-entry: ⊙ Arthur Wolfsohn, IR, Mohren-Apotheke, ☎ IV, 5892, Spaldingstr. 28, ✉ 1 xyxy=(1172,1431,1463,1477)
directory-entry: — Wwe., Marie, I/Fa A. M. F. Grandjean, ☎ IV, 6996, Oberstr. 7, ✉ 37 xyxy=(538,836,818,866)
directory-entry: — Otto, Gipsermstr., Tresckowstr. 29 xyxy=(1172,955,1361,970)
directory-entry: — Max, Kutscher, Vereinsstr. 51a, ✉ 6 xyxy=(538,940,735,955)
directory-entry: — Fritz, Pestalozzistr. 5, ✉ 33 xyxy=(212,329,366,344)
